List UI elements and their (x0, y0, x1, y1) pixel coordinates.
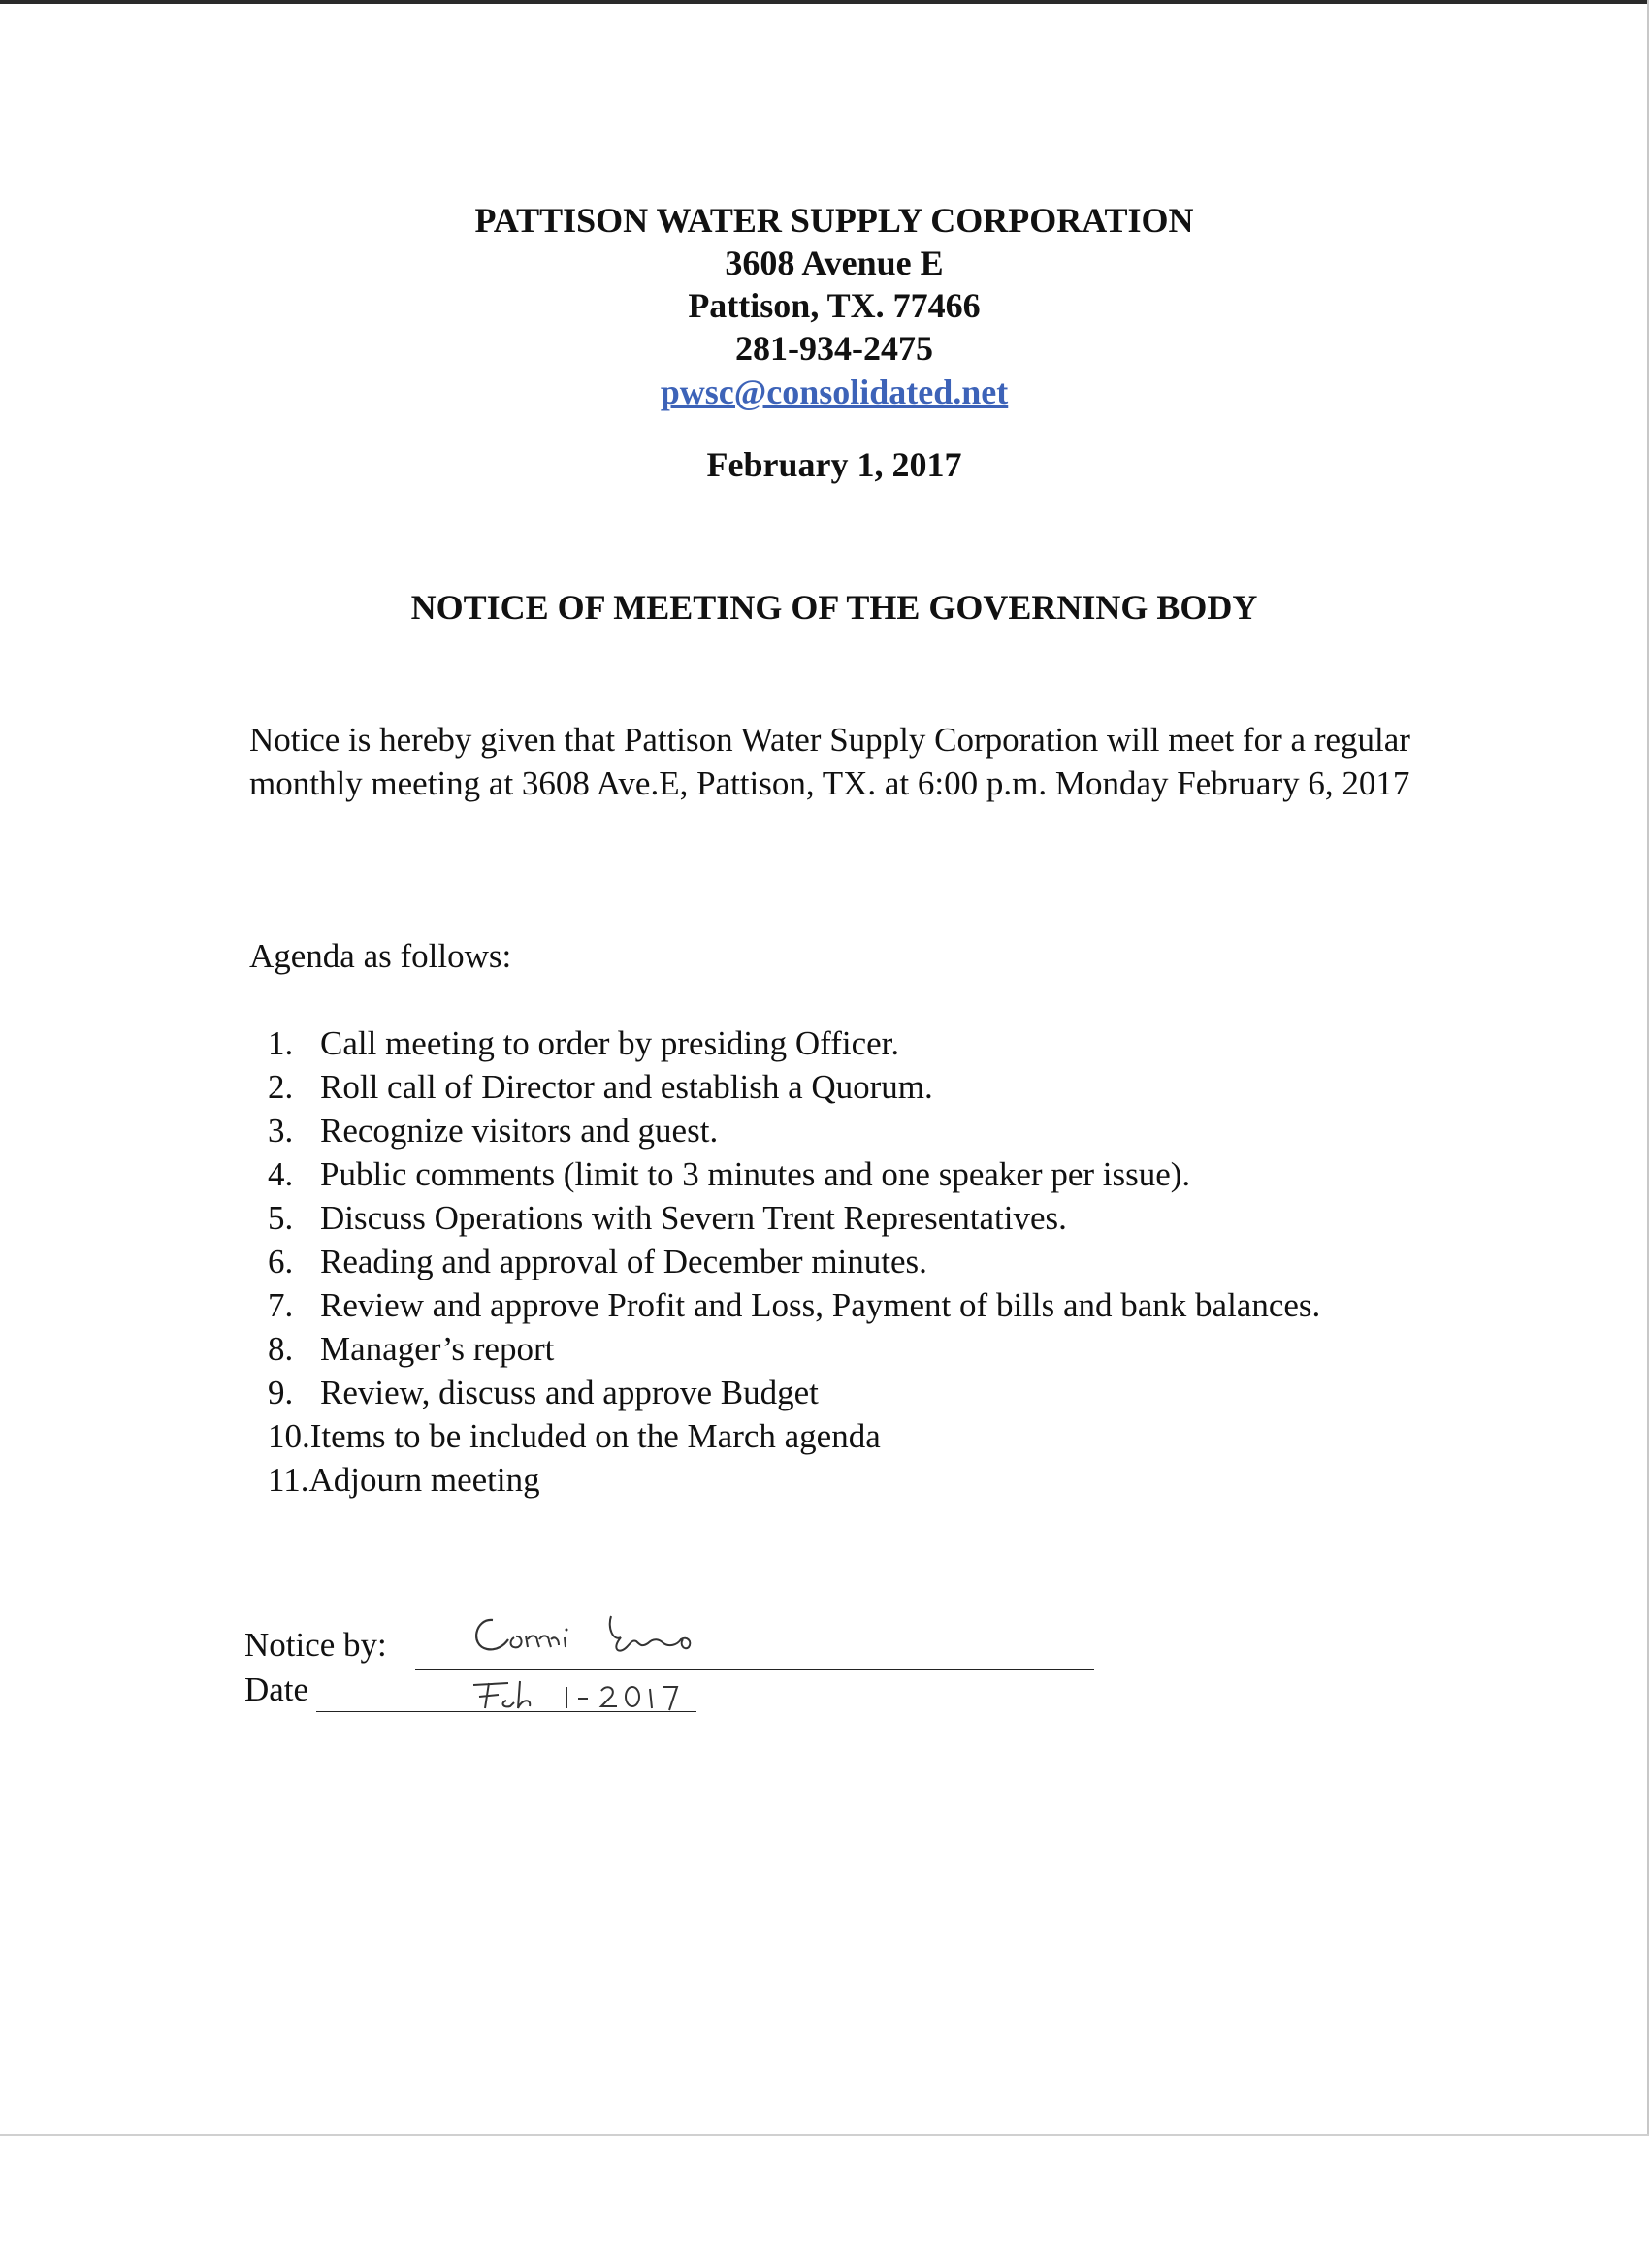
phone-number: 281-934-2475 (735, 329, 933, 368)
city-state-zip: Pattison, TX. 77466 (688, 286, 981, 325)
agenda-item-number: 5. (268, 1199, 294, 1237)
agenda-item (268, 1152, 1335, 1196)
agenda-item-text: Discuss Operations with Severn Trent Representatives. (320, 1199, 1067, 1237)
agenda-item (268, 1196, 1335, 1240)
agenda-item-text: Items to be included on the March agenda (309, 1417, 881, 1455)
org-name: PATTISON WATER SUPPLY CORPORATION (474, 201, 1194, 240)
document-date: February 1, 2017 (706, 445, 962, 484)
scan-edge-top (0, 0, 1649, 4)
agenda-item (268, 1283, 1339, 1327)
notice-by-label: Notice by: (244, 1626, 387, 1664)
agenda-item-text: Public comments (limit to 3 minutes and one speaker per issue). (320, 1155, 1191, 1193)
document-title: NOTICE OF MEETING OF THE GOVERNING BODY (410, 588, 1258, 627)
agenda-item-number: 1. (268, 1024, 294, 1062)
agenda-item-text: Recognize visitors and guest. (320, 1112, 719, 1150)
agenda-item-number: 3. (268, 1112, 294, 1150)
agenda-item-number: 7. (268, 1286, 294, 1324)
agenda-item-number: 8. (268, 1330, 294, 1368)
agenda-item-number: 9. (268, 1374, 294, 1411)
agenda-item-number: 4. (268, 1155, 294, 1193)
agenda-list (268, 1021, 1335, 1502)
agenda-item-text: Review and approve Profit and Loss, Payment of bills and bank balances. (320, 1286, 1321, 1324)
agenda-item (268, 1327, 1335, 1371)
agenda-item-text: Manager’s report (320, 1330, 555, 1368)
notice-paragraph: Notice is hereby given that Pattison Water Supply Corporation will meet for a regular monthly meeting at 3608 Ave.E, Pattison, TX. at 6:00 p.m. Monday February 6, 2017 (249, 721, 1410, 802)
letterhead (0, 199, 1649, 486)
email-link[interactable]: pwsc@consolidated.net (660, 373, 1009, 411)
agenda-item-text: Roll call of Director and establish a Quorum. (320, 1068, 933, 1106)
agenda-item (268, 1371, 1335, 1414)
agenda-item (268, 1021, 1335, 1065)
agenda-item-text: Adjourn meeting (308, 1461, 540, 1499)
agenda-item-text: Reading and approval of December minutes. (320, 1243, 927, 1280)
agenda-item-number: 11. (268, 1461, 309, 1499)
agenda-item-number: 10. (268, 1417, 310, 1455)
agenda-item-number: 6. (268, 1243, 294, 1280)
handwritten-date (466, 1673, 708, 1722)
agenda-item (268, 1065, 1335, 1109)
agenda-item (268, 1240, 1335, 1283)
agenda-item (268, 1109, 1335, 1152)
date-label: Date (244, 1670, 309, 1708)
handwritten-signature (466, 1599, 795, 1667)
agenda-item-text: Review, discuss and approve Budget (320, 1374, 819, 1411)
agenda-item (268, 1458, 1335, 1502)
agenda-item-number: 2. (268, 1068, 294, 1106)
notice-by-line (415, 1669, 1094, 1670)
agenda-item-text: Call meeting to order by presiding Officer. (320, 1024, 900, 1062)
scan-edge-bottom (0, 2134, 1649, 2136)
agenda-item (268, 1414, 1335, 1458)
street-address: 3608 Avenue E (725, 243, 944, 282)
agenda-intro: Agenda as follows: (249, 937, 512, 975)
